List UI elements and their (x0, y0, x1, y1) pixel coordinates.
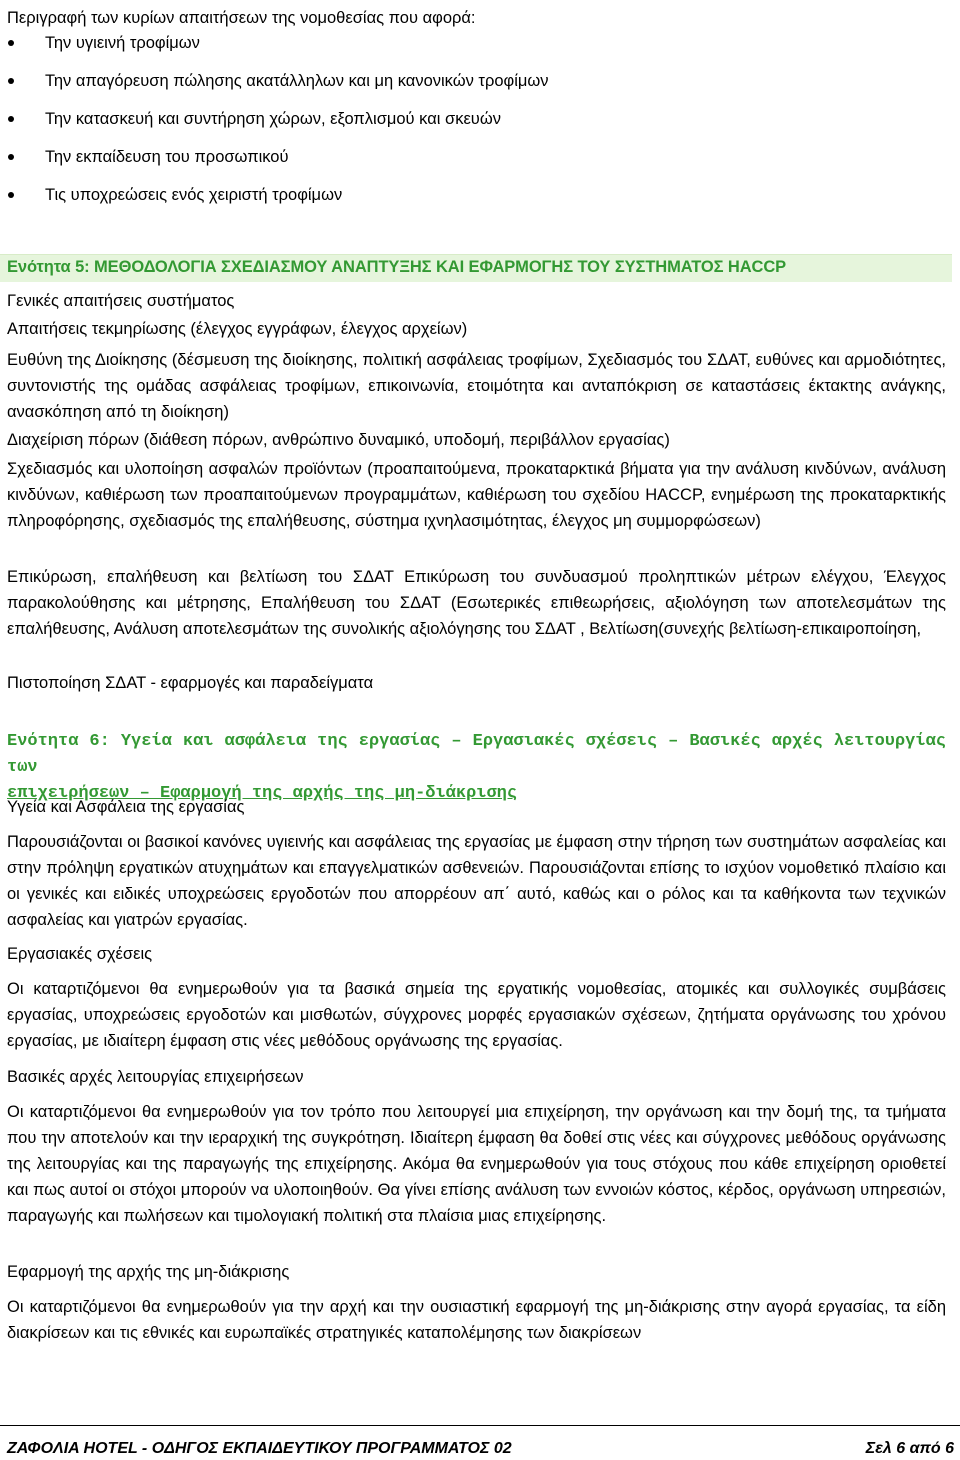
unit5-paragraph: Διαχείριση πόρων (διάθεση πόρων, ανθρώπινο δυναμικό, υποδομή, περιβάλλον εργασίας) (7, 431, 670, 449)
footer-page-number: Σελ 6 από 6 (865, 1440, 954, 1457)
intro-text: Περιγραφή των κυρίων απαιτήσεων της νομοθεσίας που αφορά: (7, 9, 476, 27)
footer-document-title: ΖΑΦΟΛΙΑ HOTEL - ΟΔΗΓΟΣ ΕΚΠΑΙΔΕΥΤΙΚΟΥ ΠΡΟΓΡΑΜΜΑΤΟΣ 02 (7, 1440, 512, 1457)
list-item: Την υγιεινή τροφίμων (7, 30, 907, 68)
unit5-heading: Ενότητα 5: ΜΕΘΟΔΟΛΟΓΙΑ ΣΧΕΔΙΑΣΜΟΥ ΑΝΑΠΤΥΞΗΣ ΚΑΙ ΕΦΑΡΜΟΓΗΣ ΤΟΥ ΣΥΣΤΗΜΑΤΟΣ HACCP (7, 258, 787, 276)
unit5-paragraph: Πιστοποίηση ΣΔΑΤ - εφαρμογές και παραδείγματα (7, 674, 374, 692)
section-text: Οι καταρτιζόμενοι θα ενημερωθούν για τα βασικά σημεία της εργατικής νομοθεσίας, ατομικές και συλλογικές συμβάσεις εργασίας, υποχρεώσεις εργοδοτών και μισθωτών, σύγχρονες μορφές εργασιακών σχέσεων, ζητήματα οργάνωσης του χρόνου εργασίας, με ιδιαίτερη έμφαση στις νέες μεθόδους οργάνωσης της εργασίας. (7, 980, 946, 1050)
unit5-paragraph: Ευθύνη της Διοίκησης (δέσμευση της διοίκησης, πολιτική ασφάλειας τροφίμων, Σχεδιασμός του ΣΔΑΤ, ευθύνες και αρμοδιότητες, συντονιστής της ομάδας ασφάλειας τροφίμων, επικοινωνία, ετοιμότητα και ανταπόκριση σε καταστάσεις έκτακτης ανάγκης, ανασκόπηση από τη διοίκηση) (7, 351, 946, 421)
footer-divider (0, 1425, 960, 1426)
unit5-paragraph: Γενικές απαιτήσεις συστήματος (7, 292, 235, 310)
section-text: Παρουσιάζονται οι βασικοί κανόνες υγιεινής και ασφάλειας της εργασίας με έμφαση στην τήρηση των συστημάτων ασφαλείας και στην πρόληψη εργατικών ατυχημάτων και επαγγελματικών ασθενειών. Παρουσιάζονται επίσης το ισχύον νομοθετικό πλαίσιο και οι γενικές και ειδικές υποχρεώσεις εργοδοτών που απορρέουν απ΄ αυτό, καθώς και ο ρόλος και τα καθήκοντα των τεχνικών ασφαλείας και γιατρών εργασίας. (7, 833, 946, 929)
unit5-paragraph: Επικύρωση, επαλήθευση και βελτίωση του ΣΔΑΤ Επικύρωση του συνδυασμού προληπτικών μέτρων ελέγχου, Έλεγχος παρακολούθησης και μέτρησης, Επαλήθευση του ΣΔΑΤ (Εσωτερικές επιθεωρήσεις, αξιολόγηση των αποτελεσμάτων της επαλήθευσης, Ανάλυση αποτελεσμάτων της συνολικής αξιολόγησης του ΣΔΑΤ , Βελτίωση(συνεχής βελτίωση-επικαιροποίηση, (7, 568, 946, 638)
list-item: Τις υποχρεώσεις ενός χειριστή τροφίμων (7, 182, 907, 220)
requirements-list (7, 30, 907, 220)
list-item: Την εκπαίδευση του προσωπικού (7, 144, 907, 182)
section-title: Υγεία και Ασφάλεια της εργασίας (7, 798, 245, 816)
section-text: Οι καταρτιζόμενοι θα ενημερωθούν για την αρχή και την ουσιαστική εφαρμογή της μη-διάκρισης στην αγορά εργασίας, τα είδη διακρίσεων και τις εθνικές και ευρωπαϊκές στρατηγικές καταπολέμησης των διακρίσεων (7, 1298, 946, 1342)
unit6-heading-line: επιχειρήσεων – Εφαρμογή της αρχής της μη-διάκρισης (7, 784, 518, 803)
section-title: Εφαρμογή της αρχής της μη-διάκρισης (7, 1263, 290, 1281)
section-text: Οι καταρτιζόμενοι θα ενημερωθούν για τον τρόπο που λειτουργεί μια επιχείρηση, την οργάνωση και την δομή της, τα τμήματα που την αποτελούν και την ιεραρχική της συγκρότηση. Ιδιαίτερη έμφαση θα δοθεί στις νέες και σύγχρονες μεθόδους οργάνωσης της λειτουργίας και της παραγωγής της επιχείρησης. Ακόμα θα ενημερωθούν για τους στόχους που κάθε επιχείρηση οριοθετεί και πως αυτοί οι στόχοι μπορούν να υλοποιηθούν. Θα γίνει επίσης ανάλυση των εννοιών κόστος, κέρδος, οργάνωση υπηρεσιών, παραγωγής και πωλήσεων και τιμολογιακή πολιτική στα πλαίσια μιας επιχείρησης. (7, 1103, 946, 1225)
section-title: Εργασιακές σχέσεις (7, 945, 153, 963)
unit5-paragraph: Σχεδιασμός και υλοποίηση ασφαλών προϊόντων (προαπαιτούμενα, προκαταρκτικά βήματα για την ανάλυση κινδύνων, ανάλυση κινδύνων, καθιέρωση των προαπαιτούμενων προγραμμάτων, καθιέρωση του σχεδίου HACCP, ενημέρωση της προκαταρκτικής πληροφόρησης, σχεδιασμός της επαλήθευσης, σύστημα ιχνηλασιμότητας, έλεγχος μη συμμορφώσεων) (7, 460, 946, 530)
list-item: Την απαγόρευση πώλησης ακατάλληλων και μη κανονικών τροφίμων (7, 68, 907, 106)
section-title: Βασικές αρχές λειτουργίας επιχειρήσεων (7, 1068, 304, 1086)
unit5-paragraph: Απαιτήσεις τεκμηρίωσης (έλεγχος εγγράφων, έλεγχος αρχείων) (7, 320, 468, 338)
list-item: Την κατασκευή και συντήρηση χώρων, εξοπλισμού και σκευών (7, 106, 907, 144)
unit6-heading-line: Ενότητα 6: Υγεία και ασφάλεια της εργασίας – Εργασιακές σχέσεις – Βασικές αρχές λειτουργίας των (7, 732, 946, 777)
